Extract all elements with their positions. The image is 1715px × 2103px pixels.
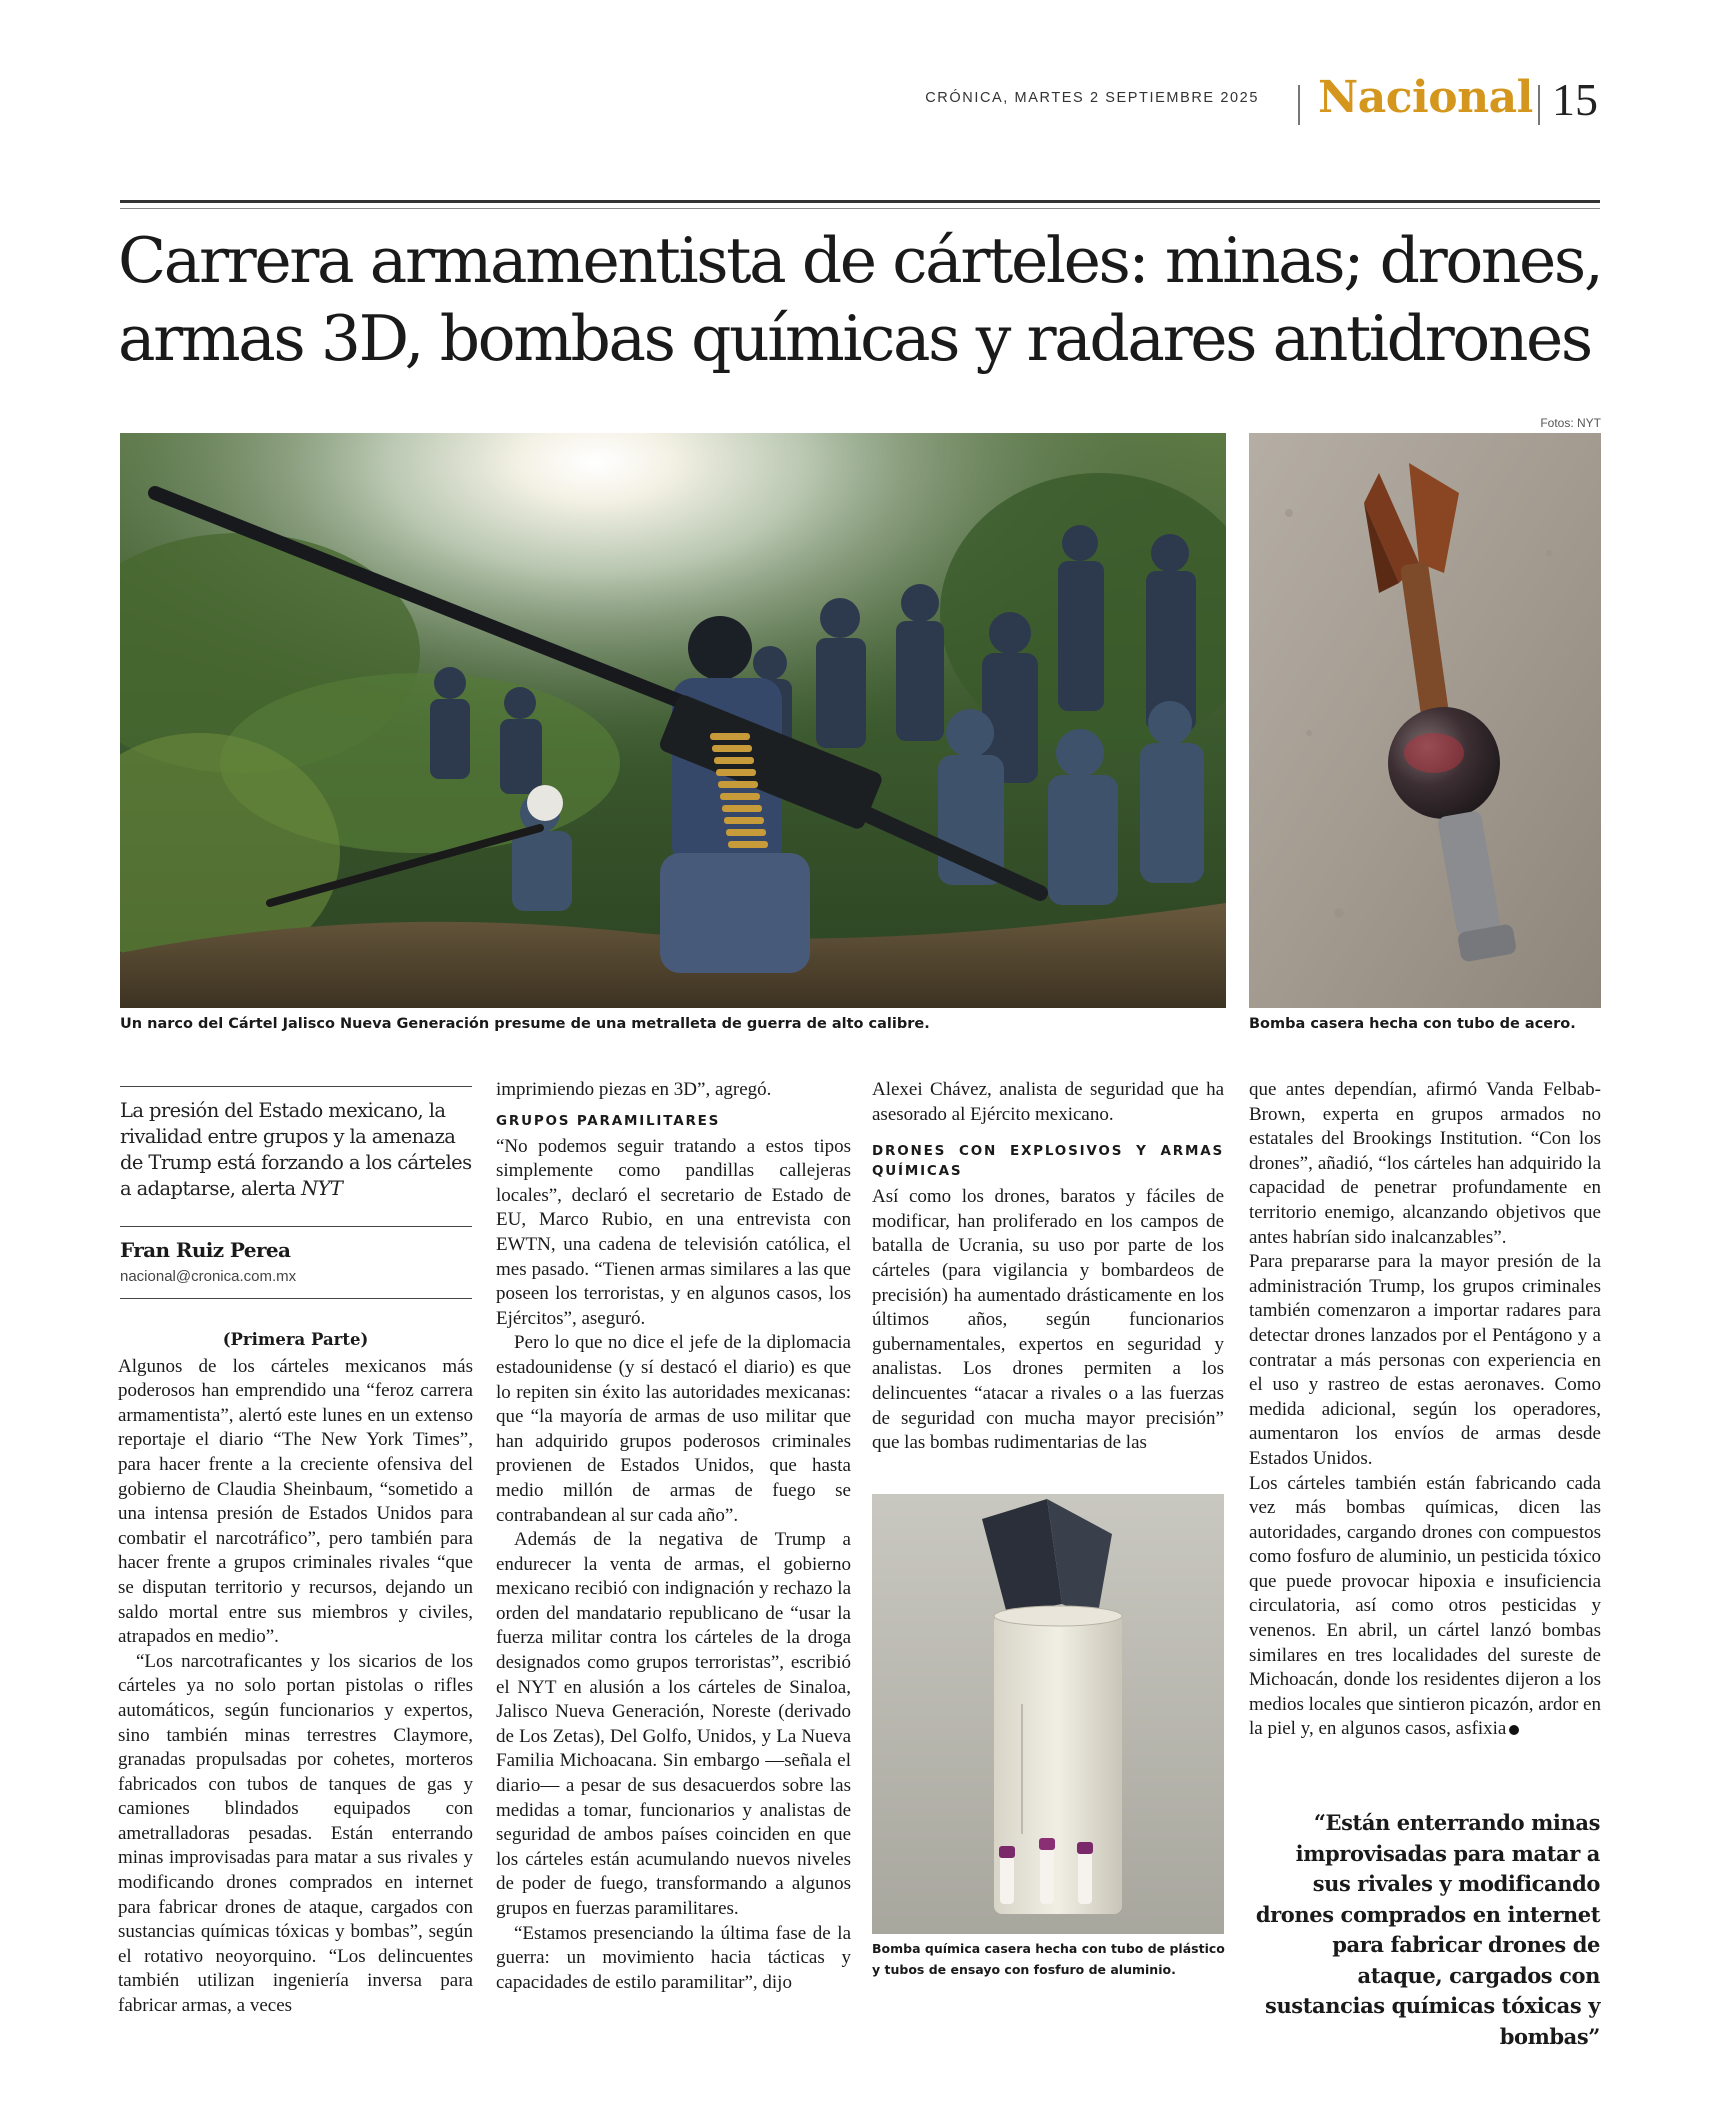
- photo-steel-pipe-bomb: [1249, 433, 1601, 1008]
- photo-chemical-bomb: [872, 1494, 1224, 1934]
- paragraph: Algunos de los cárteles mexicanos más poderosos han emprendido una “feroz carrera armamentista”, alertó este lunes en un extenso reportaje el diario “The New York Times”, para hacer frente a la creciente ofensiva del gobierno de Claudia Sheinbaum, “sometido a una intensa presión de Estados Unidos para combatir el narcotráfico”, pero también para hacer frente a grupos criminales rivales “que se disputan territorio y recursos, dejando un saldo mortal entre sus miembros y civiles, atrapados en medio”.: [118, 1355, 473, 1648]
- paragraph: Así como los drones, baratos y fáciles de modificar, han proliferado en los campos de batalla de Ucrania, su uso por parte de los cárteles (para vigilancia y bombardeos de precisión) ha aumentado drásticamente en los últimos años, según funcionarios gubernamentales, expertos en seguridad y analistas. Los drones permiten a los delincuentes “atacar a rivales o a las fuerzas de seguridad con mucha mayor precisión” que las bombas rudimentarias de las: [872, 1186, 1224, 1454]
- byline-author: Fran Ruiz Perea: [120, 1238, 291, 1262]
- top-rule: [120, 200, 1600, 203]
- paragraph: que antes dependían, afirmó Vanda Felbab-Brown, experta en grupos armados no estatales del Brookings Institution. “Con los drones”, añadió, “los cárteles han adquirido la capacidad de penetrar profundamente en territorio enemigo, alcanzando objetivos que antes habrían sido inalcanzables”.: [1249, 1079, 1601, 1248]
- part-label: (Primera Parte): [222, 1330, 369, 1349]
- header-divider: [1538, 85, 1540, 125]
- header-divider: [1298, 85, 1300, 125]
- paragraph-text: Los cárteles también están fabricando cada vez más bombas químicas, dicen las autoridades, cargando drones con compuestos como fosfuro de aluminio, un pesticida tóxico que puede provocar hipoxia e insuficiencia circulatoria, así como otros pesticidas y venenos. En abril, un cártel lanzó bombas similares en tres localidades del sureste de Michoacán, donde los residentes dijeron a los medios locales que sintieron picazón, ardor en la piel y, en algunos casos, asfixia: [1249, 1472, 1601, 1740]
- deck-rule: [120, 1226, 472, 1227]
- issue-date: CRÓNICA, MARTES 2 SEPTIEMBRE 2025: [925, 90, 1259, 106]
- deck-rule: [120, 1086, 472, 1087]
- headline: Carrera armamentista de cárteles: minas; drones, armas 3D, bombas químicas y radares antidrones: [118, 224, 1602, 375]
- photo-credit: Fotos: NYT: [1540, 416, 1601, 430]
- body-column-1: [118, 1328, 473, 2019]
- deck-source: NYT: [301, 1177, 343, 1200]
- body-column-3: [872, 1078, 1224, 1456]
- pull-quote: “Están enterrando minas improvisadas para matar a sus rivales y modificando drones comprados en internet para fabricar drones de ataque, cargados con sustancias químicas tóxicas y bombas”: [1255, 1810, 1600, 2049]
- page-number: 15: [1552, 74, 1598, 125]
- paragraph: “No podemos seguir tratando a estos tipos simplemente como pandillas callejeras locales”, declaró el secretario de Estado de EU, Marco Rubio, en una entrevista con EWTN, una cadena de televisión católica, el mes pasado. “Tienen armas similares a las que poseen los terroristas, y en algunos casos, los Ejércitos”, aseguró.: [496, 1135, 851, 1329]
- paragraph: “Los narcotraficantes y los sicarios de los cárteles ya no solo portan pistolas o rifles automáticos, según funcionarios y expertos, sino también minas terrestres Claymore, granadas propulsadas por cohetes, morteros fabricados con tubos de tanques de gas y camiones blindados equipados con ametralladoras pesadas. Están enterrando minas improvisadas para matar a sus rivales y modificando drones comprados en internet para fabricar drones de ataque, cargados con sustancias químicas tóxicas y bombas”, según el rotativo neoyorquino. “Los delincuentes también utilizan ingeniería inversa para fabricar armas, a veces: [118, 1650, 473, 2017]
- subhead: DRONES CON EXPLOSIVOS Y ARMAS QUÍMICAS: [872, 1143, 1224, 1180]
- deck-text: La presión del Estado mexicano, la rivalidad entre grupos y la amenaza de Trump está forzando a los cárteles a adaptarse, alerta: [120, 1099, 472, 1200]
- top-rule-thin: [120, 208, 1600, 209]
- paragraph: imprimiendo piezas en 3D”, agregó.: [496, 1079, 772, 1100]
- paragraph-final: [1249, 1472, 1601, 1743]
- photo-cartel-members: [120, 433, 1226, 1008]
- caption-main-photo: Un narco del Cártel Jalisco Nueva Generación presume de una metralleta de guerra de alto calibre.: [120, 1016, 930, 1032]
- section-name: Nacional: [1318, 72, 1533, 123]
- caption-mid-photo: Bomba química casera hecha con tubo de plástico y tubos de ensayo con fosfuro de aluminio.: [872, 1941, 1225, 1977]
- body-column-4: [1249, 1078, 1601, 1742]
- subhead: GRUPOS PARAMILITARES: [496, 1112, 721, 1129]
- caption-side-photo: Bomba casera hecha con tubo de acero.: [1249, 1016, 1576, 1032]
- paragraph: Pero lo que no dice el jefe de la diplomacia estadounidense (y sí destacó el diario) es que lo repiten sin éxito las autoridades mexicanas: que “la mayoría de armas de uso militar que han adquirido grupos poderosos criminales provienen de Estados Unidos, que hasta medio millón de armas de fuego se contrabandean al sur cada año”.: [496, 1332, 851, 1526]
- end-mark-icon: [1509, 1725, 1519, 1735]
- paragraph: Para prepararse para la mayor presión de la administración Trump, los grupos criminales también comenzaron a importar radares para detectar drones lanzados por el Pentágono y a contratar a más personas con experiencia en el uso y rastreo de estas aeronaves. Como medida adicional, según los operadores, aumentaron los envíos de armas desde Estados Unidos.: [1249, 1251, 1601, 1469]
- body-column-2: [496, 1078, 851, 1995]
- paragraph: Además de la negativa de Trump a endurecer la venta de armas, el gobierno mexicano recibió con indignación y rechazo la orden del mandatario republicano de “usar la fuerza militar contra los cárteles de la droga designados como grupos terroristas”, escribió el NYT en alusión a los cárteles de Sinaloa, Jalisco Nueva Generación, Noreste (derivado de Los Zetas), Del Golfo, Unidos, y La Nueva Familia Michoacana. Sin embargo —señala el diario— a pesar de sus desacuerdos sobre las medidas a tomar, funcionarios y analistas de seguridad de ambos países coinciden en que los cárteles están acumulando nuevos niveles de poder de fuego, transformando a algunos grupos en fuerzas paramilitares.: [496, 1529, 851, 1919]
- byline-email: nacional@cronica.com.mx: [120, 1268, 297, 1285]
- deck: [120, 1098, 476, 1202]
- paragraph: Alexei Chávez, analista de seguridad que ha asesorado al Ejército mexicano.: [872, 1079, 1224, 1125]
- paragraph: “Estamos presenciando la última fase de la guerra: un movimiento hacia tácticas y capacidades de estilo paramilitar”, dijo: [496, 1922, 851, 1993]
- byline-rule: [120, 1298, 472, 1299]
